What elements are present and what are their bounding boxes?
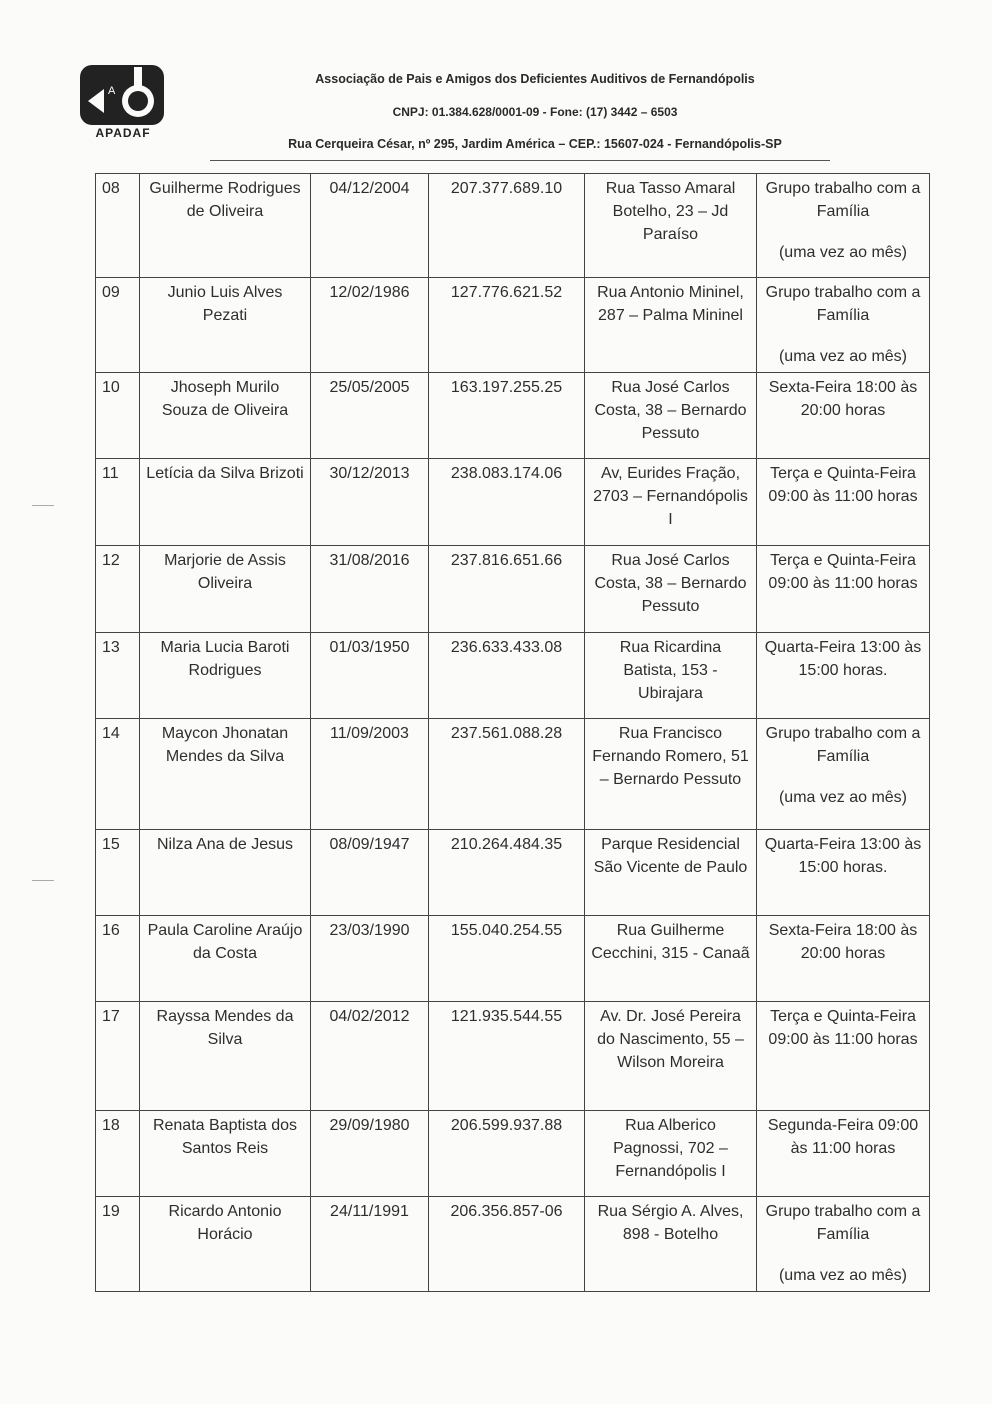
document-number: 210.264.484.35 (429, 830, 585, 916)
document-number: 206.356.857-06 (429, 1197, 585, 1292)
address: Rua Guilherme Cecchini, 315 - Canaã (585, 916, 757, 1002)
table-row (96, 916, 930, 1002)
row-number: 09 (96, 278, 140, 373)
person-name: Letícia da Silva Brizoti (140, 459, 311, 546)
schedule-main: Sexta-Feira 18:00 às 20:00 horas (768, 379, 918, 419)
row-number: 10 (96, 373, 140, 459)
birth-date: 04/12/2004 (311, 174, 429, 278)
birth-date: 30/12/2013 (311, 459, 429, 546)
schedule-note: (uma vez ao mês) (778, 1267, 908, 1284)
person-name: Paula Caroline Araújo da Costa (140, 916, 311, 1002)
schedule-main: Terça e Quinta-Feira 09:00 às 11:00 horas (768, 1008, 918, 1048)
address: Rua Antonio Mininel, 287 – Palma Mininel (585, 278, 757, 373)
schedule (757, 174, 930, 278)
cnpj-phone-line: CNPJ: 01.384.628/0001-09 - Fone: (17) 3442 – 6503 (392, 105, 678, 119)
document-number: 206.599.937.88 (429, 1111, 585, 1197)
address: Rua Ricardina Batista, 153 - Ubirajara (585, 633, 757, 719)
row-number: 11 (96, 459, 140, 546)
person-name: Guilherme Rodrigues de Oliveira (140, 174, 311, 278)
person-name: Ricardo Antonio Horácio (140, 1197, 311, 1292)
row-number: 19 (96, 1197, 140, 1292)
person-name: Maria Lucia Baroti Rodrigues (140, 633, 311, 719)
table-row (96, 373, 930, 459)
schedule (757, 1002, 930, 1111)
birth-date: 31/08/2016 (311, 546, 429, 633)
birth-date: 29/09/1980 (311, 1111, 429, 1197)
person-name: Jhoseph Murilo Souza de Oliveira (140, 373, 311, 459)
address: Rua Francisco Fernando Romero, 51 – Bernardo Pessuto (585, 719, 757, 830)
schedule (757, 1197, 930, 1292)
table-row (96, 174, 930, 278)
row-number: 12 (96, 546, 140, 633)
schedule (757, 546, 930, 633)
address: Rua José Carlos Costa, 38 – Bernardo Pessuto (585, 546, 757, 633)
margin-mark (32, 880, 54, 881)
table-row (96, 278, 930, 373)
logo-text: APADAF (95, 126, 151, 140)
row-number: 14 (96, 719, 140, 830)
schedule (757, 1111, 930, 1197)
table-row (96, 633, 930, 719)
table-row (96, 459, 930, 546)
schedule (757, 633, 930, 719)
schedule-note: (uma vez ao mês) (778, 244, 908, 261)
person-name: Marjorie de Assis Oliveira (140, 546, 311, 633)
address: Parque Residencial São Vicente de Paulo (585, 830, 757, 916)
table-row (96, 719, 930, 830)
document-number: 207.377.689.10 (429, 174, 585, 278)
address: Av. Dr. José Pereira do Nascimento, 55 – Wilson Moreira (585, 1002, 757, 1111)
schedule (757, 916, 930, 1002)
person-name: Rayssa Mendes da Silva (140, 1002, 311, 1111)
document-number: 237.561.088.28 (429, 719, 585, 830)
birth-date: 11/09/2003 (311, 719, 429, 830)
address: Rua Sérgio A. Alves, 898 - Botelho (585, 1197, 757, 1292)
person-name: Junio Luis Alves Pezati (140, 278, 311, 373)
document-number: 127.776.621.52 (429, 278, 585, 373)
table-row (96, 830, 930, 916)
schedule-main: Segunda-Feira 09:00 às 11:00 horas (767, 1117, 919, 1157)
address: Av, Eurides Fração, 2703 – Fernandópolis I (585, 459, 757, 546)
address-line: Rua Cerqueira César, nº 295, Jardim América – CEP.: 15607-024 - Fernandópolis-SP (288, 137, 782, 151)
schedule (757, 278, 930, 373)
row-number: 16 (96, 916, 140, 1002)
table-row (96, 1197, 930, 1292)
records-table (95, 173, 930, 1292)
schedule-main: Grupo trabalho com a Família (765, 180, 921, 220)
schedule-main: Quarta-Feira 13:00 às 15:00 horas. (764, 836, 922, 876)
organization-name: Associação de Pais e Amigos dos Deficientes Auditivos de Fernandópolis (315, 72, 755, 86)
birth-date: 23/03/1990 (311, 916, 429, 1002)
table-row (96, 1002, 930, 1111)
schedule-main: Sexta-Feira 18:00 às 20:00 horas (768, 922, 918, 962)
row-number: 15 (96, 830, 140, 916)
person-name: Renata Baptista dos Santos Reis (140, 1111, 311, 1197)
schedule (757, 719, 930, 830)
svg-text:A: A (108, 85, 116, 97)
birth-date: 01/03/1950 (311, 633, 429, 719)
person-name: Maycon Jhonatan Mendes da Silva (140, 719, 311, 830)
row-number: 13 (96, 633, 140, 719)
address: Rua José Carlos Costa, 38 – Bernardo Pessuto (585, 373, 757, 459)
schedule (757, 373, 930, 459)
table-row (96, 546, 930, 633)
schedule (757, 830, 930, 916)
row-number: 18 (96, 1111, 140, 1197)
document-number: 155.040.254.55 (429, 916, 585, 1002)
schedule-main: Quarta-Feira 13:00 às 15:00 horas. (764, 639, 922, 679)
schedule-note: (uma vez ao mês) (778, 789, 908, 806)
document-number: 163.197.255.25 (429, 373, 585, 459)
person-name: Nilza Ana de Jesus (140, 830, 311, 916)
birth-date: 12/02/1986 (311, 278, 429, 373)
address: Rua Alberico Pagnossi, 702 – Fernandópolis I (585, 1111, 757, 1197)
schedule (757, 459, 930, 546)
schedule-main: Terça e Quinta-Feira 09:00 às 11:00 horas (768, 552, 918, 592)
document-number: 121.935.544.55 (429, 1002, 585, 1111)
schedule-main: Grupo trabalho com a Família (765, 725, 921, 765)
margin-mark (32, 505, 54, 506)
row-number: 08 (96, 174, 140, 278)
schedule-main: Grupo trabalho com a Família (765, 1203, 921, 1243)
schedule-main: Terça e Quinta-Feira 09:00 às 11:00 horas (768, 465, 918, 505)
header-divider (210, 160, 830, 161)
birth-date: 04/02/2012 (311, 1002, 429, 1111)
row-number: 17 (96, 1002, 140, 1111)
document-number: 236.633.433.08 (429, 633, 585, 719)
birth-date: 25/05/2005 (311, 373, 429, 459)
table-row (96, 1111, 930, 1197)
document-number: 237.816.651.66 (429, 546, 585, 633)
birth-date: 08/09/1947 (311, 830, 429, 916)
schedule-note: (uma vez ao mês) (778, 348, 908, 365)
document-number: 238.083.174.06 (429, 459, 585, 546)
birth-date: 24/11/1991 (311, 1197, 429, 1292)
address: Rua Tasso Amaral Botelho, 23 – Jd Paraíso (585, 174, 757, 278)
schedule-main: Grupo trabalho com a Família (765, 284, 921, 324)
